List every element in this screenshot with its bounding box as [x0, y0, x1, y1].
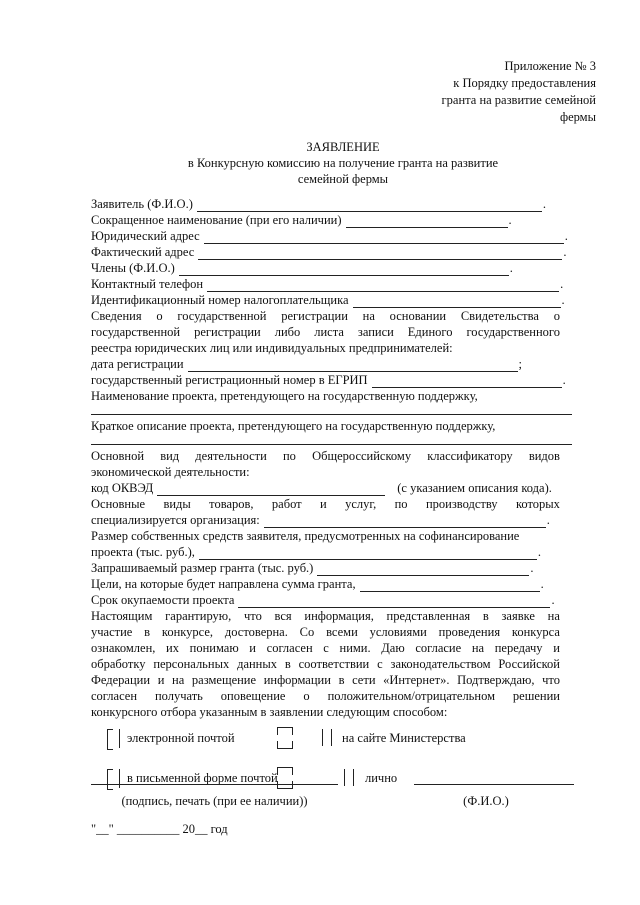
mail-option-label: в письменной форме почтой — [127, 771, 278, 785]
applicant-field[interactable]: Заявитель (Ф.И.О.) . — [91, 197, 546, 211]
phone-field[interactable]: Контактный телефон . — [91, 277, 564, 291]
short-name-blank[interactable] — [346, 216, 508, 228]
legal-address-field[interactable]: Юридический адрес . — [91, 229, 568, 243]
annex-reference — [442, 58, 596, 126]
annex-line-3: гранта на развитие семейной — [441, 93, 596, 107]
statement-line-4: обработку персональных данных в соответствии с законодательством Российской — [91, 657, 560, 671]
own-funds-line-1: Размер собственных средств заявителя, предусмотренных на софинансирование — [91, 529, 520, 543]
registration-date-field[interactable]: дата регистрации ; — [91, 357, 523, 371]
in-person-option-label: лично — [365, 771, 398, 785]
statement-line-7: конкурсного отбора указанным в заявлении следующим способом: — [91, 705, 448, 719]
ministry-site-checkbox[interactable] — [321, 729, 335, 746]
in-person-checkbox[interactable] — [343, 769, 357, 786]
payback-field[interactable]: Срок окупаемости проекта . — [91, 593, 555, 607]
registration-date-blank[interactable] — [188, 360, 518, 372]
registration-intro-line-1: Сведения о государственной регистрации на основании Свидетельства о — [91, 309, 560, 323]
registration-date-label: дата регистрации — [91, 357, 184, 371]
actual-address-blank[interactable] — [198, 248, 562, 260]
requested-amount-field[interactable]: Запрашиваемый размер гранта (тыс. руб.) . — [91, 561, 534, 575]
registration-number-label: государственный регистрационный номер в ЕГРИП — [91, 373, 368, 387]
requested-amount-blank[interactable] — [317, 564, 529, 576]
project-description-label: Краткое описание проекта, претендующего на государственную поддержку, — [91, 419, 496, 433]
grant-goals-blank[interactable] — [360, 580, 540, 592]
document-title: ЗАЯВЛЕНИЕ — [306, 140, 380, 154]
goods-line-1: Основные виды товаров, работ и услуг, по производству которых — [91, 497, 560, 511]
signature-line[interactable] — [91, 784, 338, 785]
legal-address-blank[interactable] — [204, 232, 564, 244]
signature-caption: (подпись, печать (при ее наличии)) — [121, 794, 308, 808]
full-name-line[interactable] — [414, 784, 574, 785]
goods-field[interactable]: специализируется организация: . — [91, 513, 550, 527]
statement-line-1: Настоящим гарантирую, что вся информация, представленная в заявке на — [91, 609, 560, 623]
members-label: Члены (Ф.И.О.) — [91, 261, 175, 275]
project-name-blank[interactable] — [91, 414, 572, 415]
own-funds-label: проекта (тыс. руб.), — [91, 545, 195, 559]
short-name-label: Сокращенное наименование (при его наличии) — [91, 213, 342, 227]
document-subtitle-line-1: в Конкурсную комиссию на получение гранта на развитие — [187, 156, 499, 170]
grant-goals-field[interactable]: Цели, на которые будет направлена сумма гранта, . — [91, 577, 544, 591]
statement-line-3: ознакомлен, их понимаю и согласен с ними. Даю согласие на передачу и — [91, 641, 560, 655]
own-funds-blank[interactable] — [199, 548, 537, 560]
registration-intro-line-2: государственной регистрации либо листа записи Единого государственного — [91, 325, 560, 339]
project-description-blank[interactable] — [91, 444, 572, 445]
activity-line-1: Основной вид деятельности по Общероссийскому классификатору видов — [91, 449, 560, 463]
inn-blank[interactable] — [353, 296, 561, 308]
legal-address-label: Юридический адрес — [91, 229, 200, 243]
statement-line-6: согласен получать оповещение о положительном/отрицательном решении — [91, 689, 560, 703]
date-line: "__" __________ 20__ год — [91, 822, 228, 836]
members-field[interactable]: Члены (Ф.И.О.) . — [91, 261, 513, 275]
actual-address-label: Фактический адрес — [91, 245, 195, 259]
email-option-corner-top — [277, 727, 293, 735]
mail-checkbox[interactable] — [107, 769, 121, 788]
phone-label: Контактный телефон — [91, 277, 204, 291]
ministry-site-option-label: на сайте Министерства — [342, 731, 466, 745]
okved-label: код ОКВЭД — [91, 481, 154, 495]
okved-field[interactable] — [91, 480, 552, 496]
project-name-label: Наименование проекта, претендующего на государственную поддержку, — [91, 389, 478, 403]
grant-goals-label: Цели, на которые будет направлена сумма гранта, — [91, 577, 356, 591]
full-name-caption: (Ф.И.О.) — [463, 794, 509, 808]
own-funds-field[interactable]: проекта (тыс. руб.), . — [91, 545, 541, 559]
registration-intro-line-3: реестра юридических лиц или индивидуальных предпринимателей: — [91, 341, 453, 355]
inn-label: Идентификационный номер налогоплательщика — [91, 293, 349, 307]
okved-note: (с указанием описания кода). — [397, 481, 552, 495]
okved-blank[interactable] — [157, 484, 385, 496]
registration-number-blank[interactable] — [372, 376, 562, 388]
short-name-field[interactable]: Сокращенное наименование (при его наличии) . — [91, 213, 512, 227]
annex-number: Приложение № 3 — [504, 59, 596, 73]
goods-label: специализируется организация: — [91, 513, 260, 527]
payback-label: Срок окупаемости проекта — [91, 593, 235, 607]
goods-blank[interactable] — [264, 516, 546, 528]
annex-line-2: к Порядку предоставления — [453, 76, 596, 90]
statement-line-2: участие в конкурсе, достоверна. Со всеми условиями проведения конкурса — [91, 625, 560, 639]
email-checkbox[interactable] — [107, 729, 121, 748]
applicant-blank[interactable] — [197, 200, 542, 212]
requested-amount-label: Запрашиваемый размер гранта (тыс. руб.) — [91, 561, 314, 575]
email-option-corner-bottom — [277, 741, 293, 749]
statement-line-5: Федерации и на размещение информации в сети «Интернет». Подтверждаю, что — [91, 673, 560, 687]
activity-line-2: экономической деятельности: — [91, 465, 250, 479]
payback-blank[interactable] — [238, 596, 550, 608]
mail-option-corner-top — [277, 767, 293, 775]
inn-field[interactable]: Идентификационный номер налогоплательщика . — [91, 293, 565, 307]
annex-line-4: фермы — [559, 110, 596, 124]
registration-number-field[interactable]: государственный регистрационный номер в ЕГРИП . — [91, 373, 566, 387]
members-blank[interactable] — [179, 264, 509, 276]
actual-address-field[interactable]: Фактический адрес . — [91, 245, 567, 259]
mail-option-corner-bottom — [277, 781, 293, 789]
email-option-label: электронной почтой — [127, 731, 235, 745]
applicant-label: Заявитель (Ф.И.О.) — [91, 197, 193, 211]
document-subtitle-line-2: семейной фермы — [297, 172, 389, 186]
phone-blank[interactable] — [207, 280, 559, 292]
